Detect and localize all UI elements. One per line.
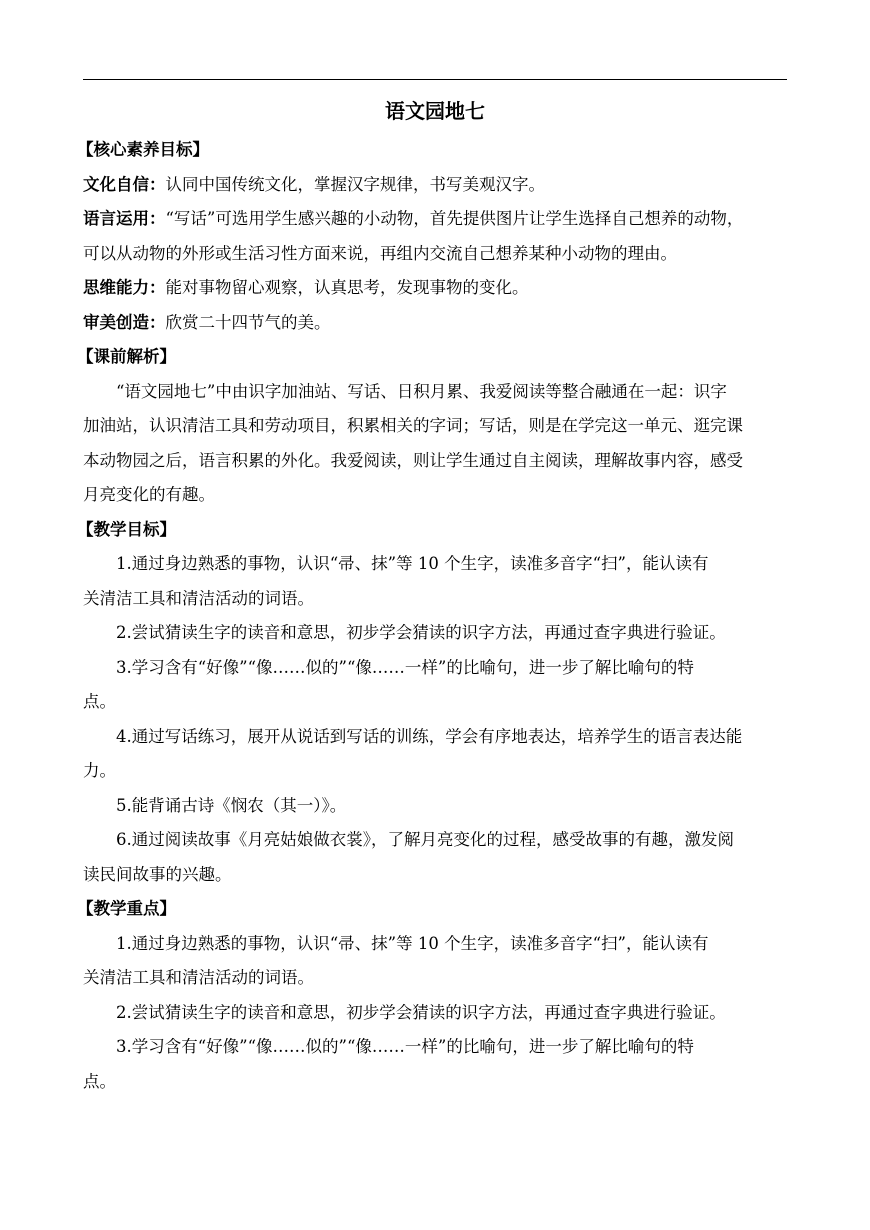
core-goal-text: “写话”可选用学生感兴趣的小动物，首先提供图片让学生选择自己想养的动物， (165, 209, 744, 228)
objective-line: 2.尝试猜读生字的读音和意思，初步学会猜读的识字方法，再通过查字典进行验证。 (116, 623, 726, 642)
key-point-line: 1.通过身边熟悉的事物，认识“帚、抹”等 10 个生字，读准多音字“扫”，能认读有 (116, 933, 709, 953)
header-rule (83, 79, 787, 80)
core-goal-aesthetic (83, 306, 788, 341)
key-point-item (83, 996, 788, 1031)
key-point-line: 关清洁工具和清洁活动的词语。 (83, 968, 314, 987)
section-heading-key-points: 【教学重点】 (77, 899, 176, 918)
objective-item (83, 616, 788, 651)
key-point-item (83, 927, 788, 996)
objective-line: 力。 (83, 761, 116, 780)
core-goal-label: 文化自信： (83, 174, 166, 194)
objective-line: 6.通过阅读故事《月亮姑娘做衣裳》，了解月亮变化的过程，感受故事的有趣，激发阅 (116, 830, 734, 849)
objective-item (83, 547, 788, 616)
core-goal-language (83, 202, 788, 271)
objective-line: 5.能背诵古诗《悯农（其一）》。 (116, 795, 347, 815)
section-heading-objectives: 【教学目标】 (77, 519, 176, 539)
analysis-line: 月亮变化的有趣。 (83, 485, 215, 504)
objective-item (83, 720, 788, 789)
analysis-line: 加油站，认识清洁工具和劳动项目，积累相关的字词；写话，则是在学完这一单元、逛完课 (83, 416, 743, 435)
objective-line: 读民间故事的兴趣。 (83, 864, 232, 884)
analysis-line: 本动物园之后，语言积累的外化。我爱阅读，则让学生通过自主阅读，理解故事内容，感受 (83, 450, 743, 470)
objective-line: 关清洁工具和清洁活动的词语。 (83, 588, 314, 608)
objective-line: 1.通过身边熟悉的事物，认识“帚、抹”等 10 个生字，读准多音字“扫”，能认读有 (116, 554, 709, 573)
objective-line: 点。 (83, 692, 116, 711)
core-goal-label: 思维能力： (83, 278, 166, 297)
objective-item (83, 651, 788, 720)
analysis-line: “语文园地七”中由识字加油站、写话、日积月累、我爱阅读等整合融通在一起：识字 (116, 381, 727, 401)
objective-line: 3.学习含有“好像”“像……似的”“像……一样”的比喻句，进一步了解比喻句的特 (116, 657, 694, 677)
core-goal-thinking (83, 271, 788, 306)
key-point-line: 点。 (83, 1071, 116, 1091)
core-goal-line: 可以从动物的外形或生活习性方面来说，再组内交流自己想养某种小动物的理由。 (83, 243, 677, 263)
objective-item (83, 823, 788, 892)
core-goal-text: 认同中国传统文化，掌握汉字规律，书写美观汉字。 (165, 174, 545, 194)
core-goal-text: 欣赏二十四节气的美。 (165, 312, 331, 332)
core-goal-text: 能对事物留心观察，认真思考，发现事物的变化。 (165, 278, 529, 297)
document-body (77, 133, 788, 1099)
section-heading-core-goals: 【核心素养目标】 (77, 140, 209, 159)
objective-item (83, 789, 788, 824)
core-goal-line (83, 202, 788, 237)
key-point-line: 2.尝试猜读生字的读音和意思，初步学会猜读的识字方法，再通过查字典进行验证。 (116, 1002, 726, 1022)
core-goal-culture (83, 168, 788, 203)
page-title: 语文园地七 (385, 99, 485, 123)
objective-line: 4.通过写话练习，展开从说话到写话的训练，学会有序地表达，培养学生的语言表达能 (116, 726, 743, 746)
key-point-item (83, 1030, 788, 1099)
section-heading-analysis: 【课前解析】 (77, 347, 176, 366)
core-goal-label: 审美创造： (83, 312, 166, 332)
analysis-paragraph (83, 375, 788, 513)
key-point-line: 3.学习含有“好像”“像……似的”“像……一样”的比喻句，进一步了解比喻句的特 (116, 1037, 694, 1056)
core-goal-label: 语言运用： (83, 209, 166, 228)
